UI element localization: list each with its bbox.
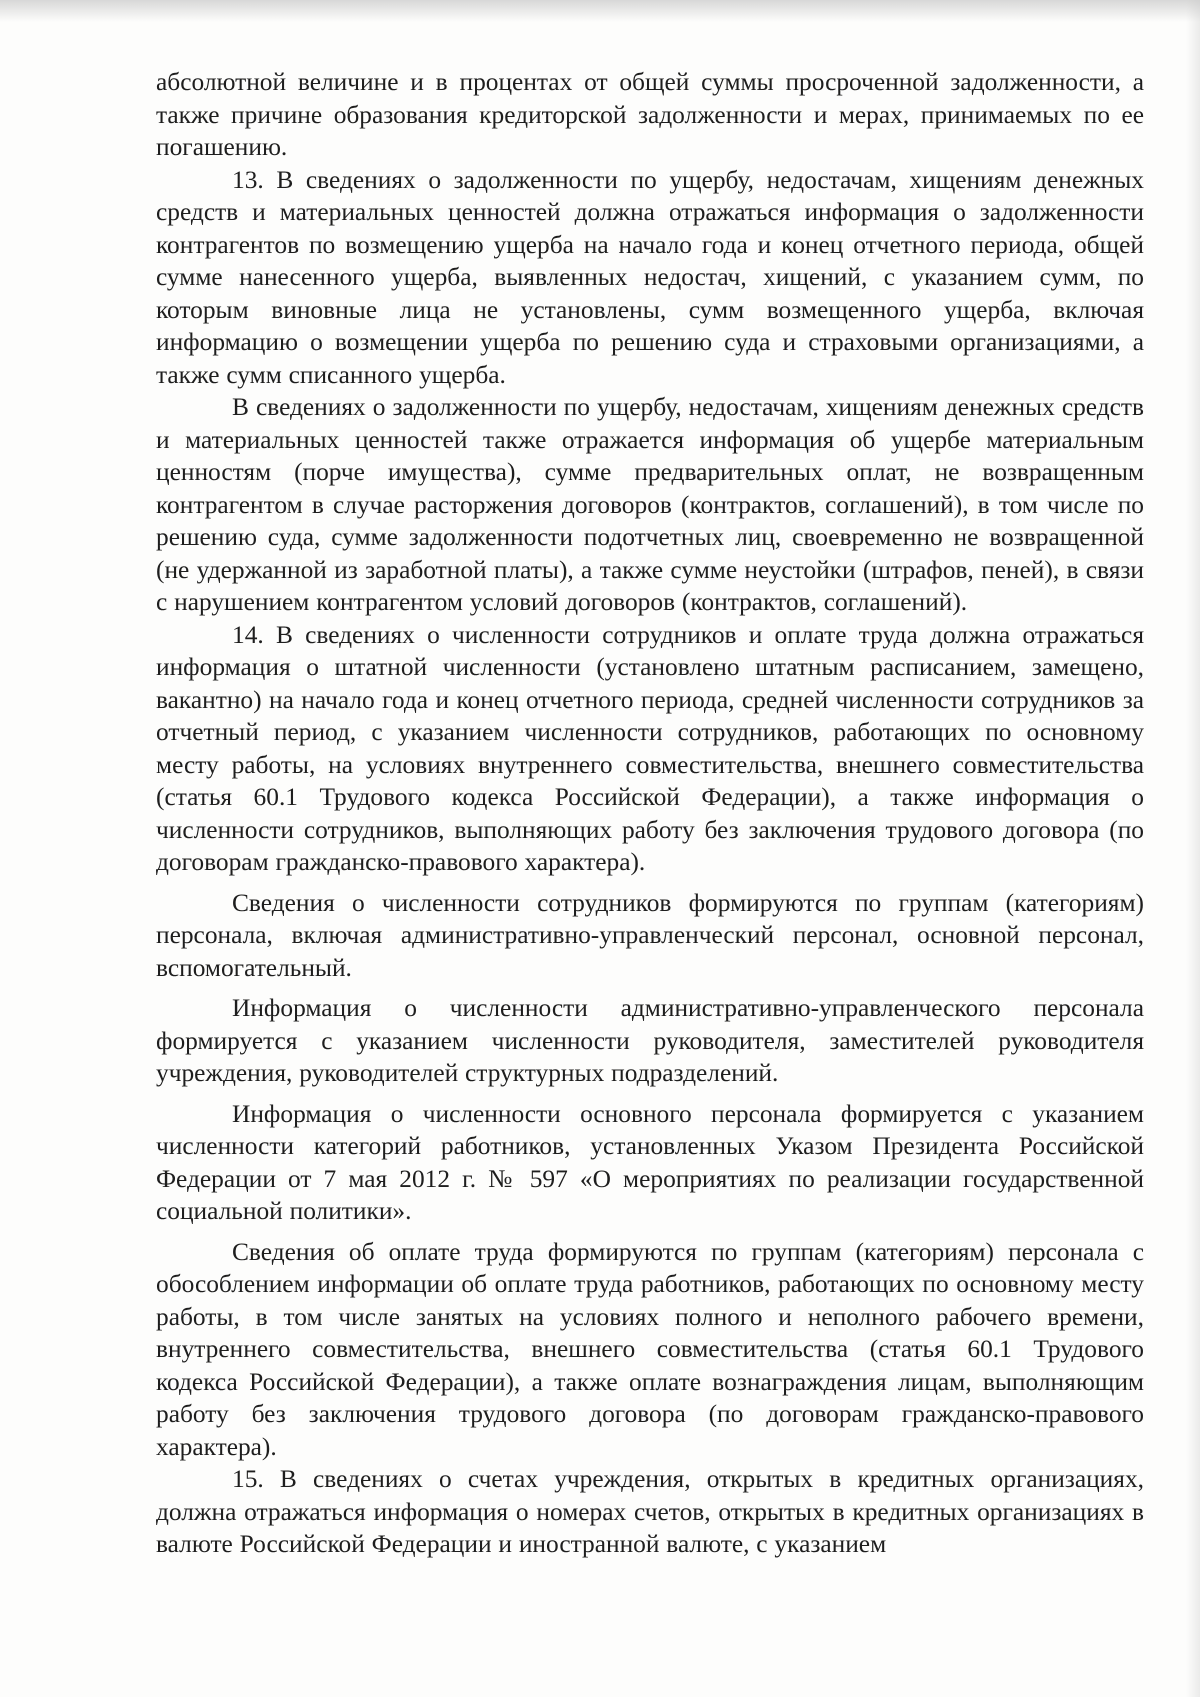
paragraph-staff-groups: Сведения о численности сотрудников формируются по группам (категориям) персонала, включая административно-управленческий персонал, основной персонал, вспомогательный. xyxy=(156,888,1144,982)
paragraph-main-staff: Информация о численности основного персонала формируется с указанием численности категорий работников, установленных Указом Президента Российской Федерации от 7 мая 2012 г. № 597 «О мероприятиях по реализации государственной социальной политики». xyxy=(156,1099,1144,1225)
paragraph-item-13-damage: В сведениях о задолженности по ущербу, недостачам, хищениям денежных средств и материальных ценностей также отражается информация об ущербе материальным ценностям (порче имущества), сумме предварительных оплат, не возвращенным контрагентом в случае расторжения договоров (контрактов, соглашений), в том числе по решению суда, сумме задолженности подотчетных лиц, своевременно не возвращенной (не удержанной из заработной платы), а также сумме неустойки (штрафов, пеней), в связи с нарушением контрагентом условий договоров (контрактов, соглашений). xyxy=(156,393,1144,616)
paragraph-payroll: Сведения об оплате труда формируются по группам (категориям) персонала с обособлением информации об оплате труда работников, работающих по основному месту работы, в том числе занятых на условиях полного и неполного рабочего времени, внутреннего совместительства, внешнего совместительства (статья 60.1 Трудового кодекса Российской Федерации), а также оплате вознаграждения лицам, выполняющим работу без заключения трудового договора (по договорам гражданско-правового характера). xyxy=(156,1237,1144,1461)
paragraph-item-13: 13. В сведениях о задолженности по ущербу, недостачам, хищениям денежных средств и материальных ценностей должна отражаться информация о задолженности контрагентов по возмещению ущерба на начало года и конец отчетного периода, общей сумме нанесенного ущерба, выявленных недостач, хищений, с указанием сумм, по которым виновные лица не установлены, сумм возмещенного ущерба, включая информацию о возмещении ущерба по решению суда и страховыми организациями, а также сумм списанного ущерба. xyxy=(156,165,1144,389)
paragraph-item-14: 14. В сведениях о численности сотрудников и оплате труда должна отражаться информация о штатной численности (установлено штатным расписанием, замещено, вакантно) на начало года и конец отчетного периода, средней численности сотрудников за отчетный период, с указанием численности сотрудников, работающих по основному месту работы, на условиях внутреннего совместительства, внешнего совместительства (статья 60.1 Трудового кодекса Российской Федерации), а также информация о численности сотрудников, выполняющих работу без заключения трудового договора (по договорам гражданско-правового характера). xyxy=(156,620,1144,876)
document-body xyxy=(156,66,1144,1561)
scan-shadow-right xyxy=(1186,0,1200,1697)
scan-shadow-top xyxy=(0,0,1200,22)
paragraph-admin-staff: Информация о численности административно-управленческого персонала формируется с указанием численности руководителя, заместителей руководителя учреждения, руководителей структурных подразделений. xyxy=(156,994,1144,1087)
paragraph-continuation: абсолютной величине и в процентах от общей суммы просроченной задолженности, а также причине образования кредиторской задолженности и мерах, принимаемых по ее погашению. xyxy=(156,68,1144,161)
paragraph-item-15: 15. В сведениях о счетах учреждения, открытых в кредитных организациях, должна отражаться информация о номерах счетов, открытых в кредитных организациях в валюте Российской Федерации и иностранной валюте, с указанием xyxy=(156,1465,1144,1558)
